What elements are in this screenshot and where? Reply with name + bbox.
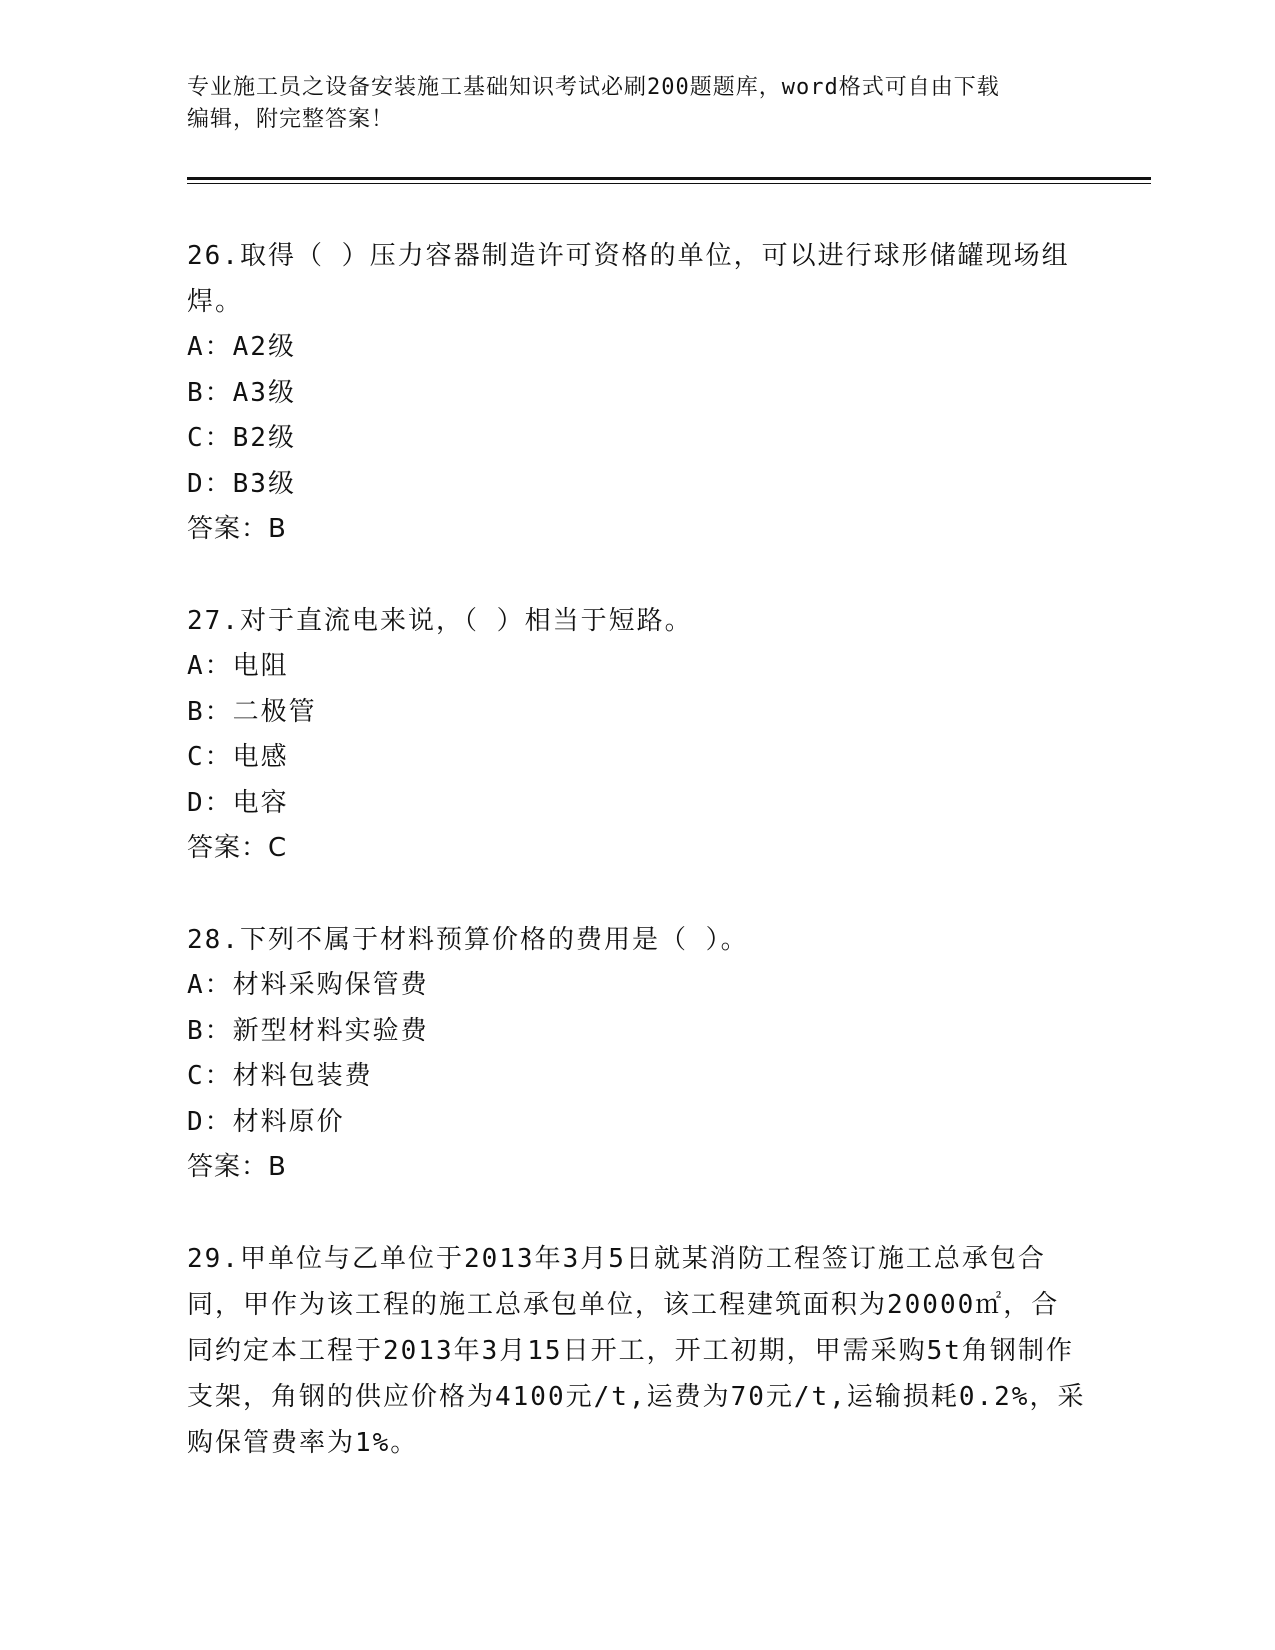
question-stem: 27.对于直流电来说，（ ）相当于短路。 [187, 606, 693, 636]
option-a: A：电阻 [187, 651, 289, 681]
option-c: C：电感 [187, 742, 289, 772]
option-a: A：A2级 [187, 332, 296, 362]
question-26 [187, 233, 1087, 553]
answer-line: 答案：B [187, 514, 287, 544]
option-d: D：B3级 [187, 468, 296, 499]
option-d: D：电容 [187, 787, 289, 818]
option-c: C：材料包装费 [187, 1061, 373, 1091]
header-title-line-1: 专业施工员之设备安装施工基础知识考试必刷200题题库，word格式可自由下载 [187, 75, 1000, 100]
header-divider-thick [187, 177, 1151, 180]
question-29 [187, 1236, 1087, 1466]
option-c: C：B2级 [187, 423, 296, 453]
question-27 [187, 598, 1087, 872]
document-header [187, 72, 1087, 136]
header-divider-thin [187, 183, 1151, 184]
header-title-line-2: 编辑，附完整答案！ [187, 107, 395, 132]
question-stem: 26.取得（ ）压力容器制造许可资格的单位，可以进行球形储罐现场组焊。 [187, 241, 1070, 317]
option-b: B：新型材料实验费 [187, 1015, 429, 1046]
option-d: D：材料原价 [187, 1106, 345, 1137]
answer-line: 答案：B [187, 1152, 287, 1182]
question-stem: 29.甲单位与乙单位于2013年3月5日就某消防工程签订施工总承包合同，甲作为该工程的施工总承包单位，该工程建筑面积为20000㎡，合同约定本工程于2013年3月15日开工，开工初期，甲需采购5t角钢制作支架，角钢的供应价格为4100元/t,运费为70元/t,运输损耗0.2%，采购保管费率为1%。 [187, 1244, 1086, 1458]
option-a: A：材料采购保管费 [187, 970, 429, 1000]
option-b: B：二极管 [187, 696, 317, 727]
question-28 [187, 917, 1087, 1191]
question-stem: 28.下列不属于材料预算价格的费用是（ ）。 [187, 925, 749, 955]
answer-line: 答案：C [187, 833, 288, 863]
option-b: B：A3级 [187, 377, 296, 408]
